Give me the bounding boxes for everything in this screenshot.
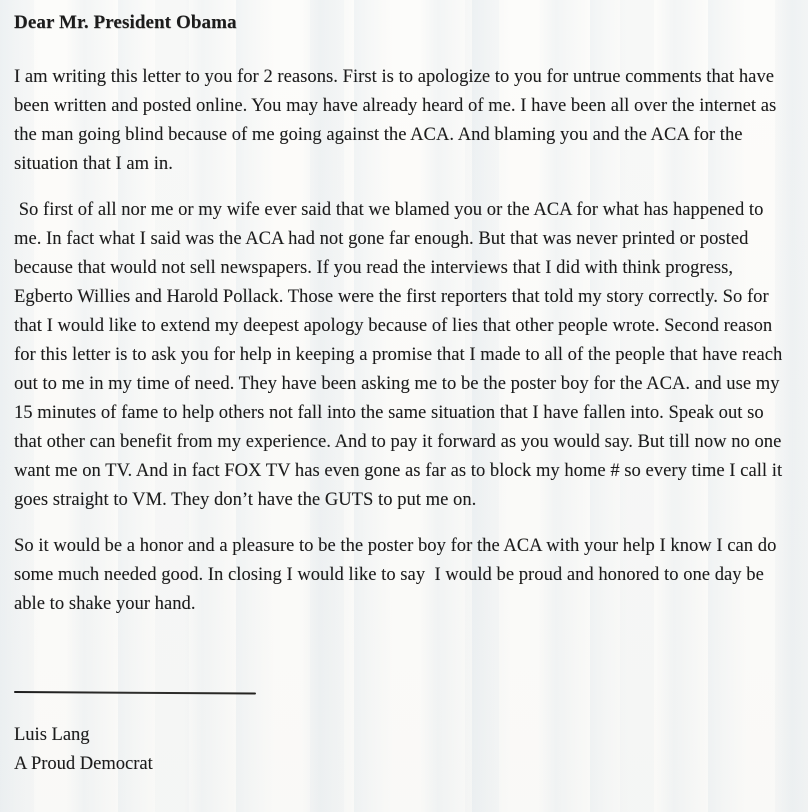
signature-name: Luis Lang (14, 725, 90, 745)
signature-title: A Proud Democrat (14, 754, 153, 774)
paragraph-body: So first of all nor me or my wife ever said that we blamed you or the ACA for what has happened to me. In fact what I said was the ACA had not gone far enough. But that was never printed or posted because that would not sell newspapers. If you read the interviews that I did with think progress, Egberto Willies and Harold Pollack. Those were the first reporters that told my story correctly. So for that I would like to extend my deepest apology because of lies that other people wrote. Second reason for this letter is to ask you for help in keeping a promise that I made to all of the people that have reach out to me in my time of need. They have been asking me to be the poster boy for the ACA. and use my 15 minutes of fame to help others not fall into the same situation that I have fallen into. Speak out so that other can benefit from my experience. And to pay it forward as you would say. But till now no one want me on TV. And in fact FOX TV has even gone as far as to block my home # so every time I call it goes straight to VM. They don’t have the GUTS to put me on. (14, 200, 787, 510)
paragraph-intro: I am writing this letter to you for 2 reasons. First is to apologize to you for untrue comments that have been written and posted online. You may have already heard of me. I have been all over the internet as the man going blind because of me going against the ACA. And blaming you and the ACA for the situation that I am in. (14, 67, 781, 174)
salutation: Dear Mr. President Obama (14, 12, 237, 33)
paragraph-closing: So it would be a honor and a pleasure to be the poster boy for the ACA with your help I know I can do some much needed good. In closing I would like to say I would be proud and honored to one day be able to shake your hand. (14, 536, 782, 614)
signature-line (14, 691, 256, 694)
